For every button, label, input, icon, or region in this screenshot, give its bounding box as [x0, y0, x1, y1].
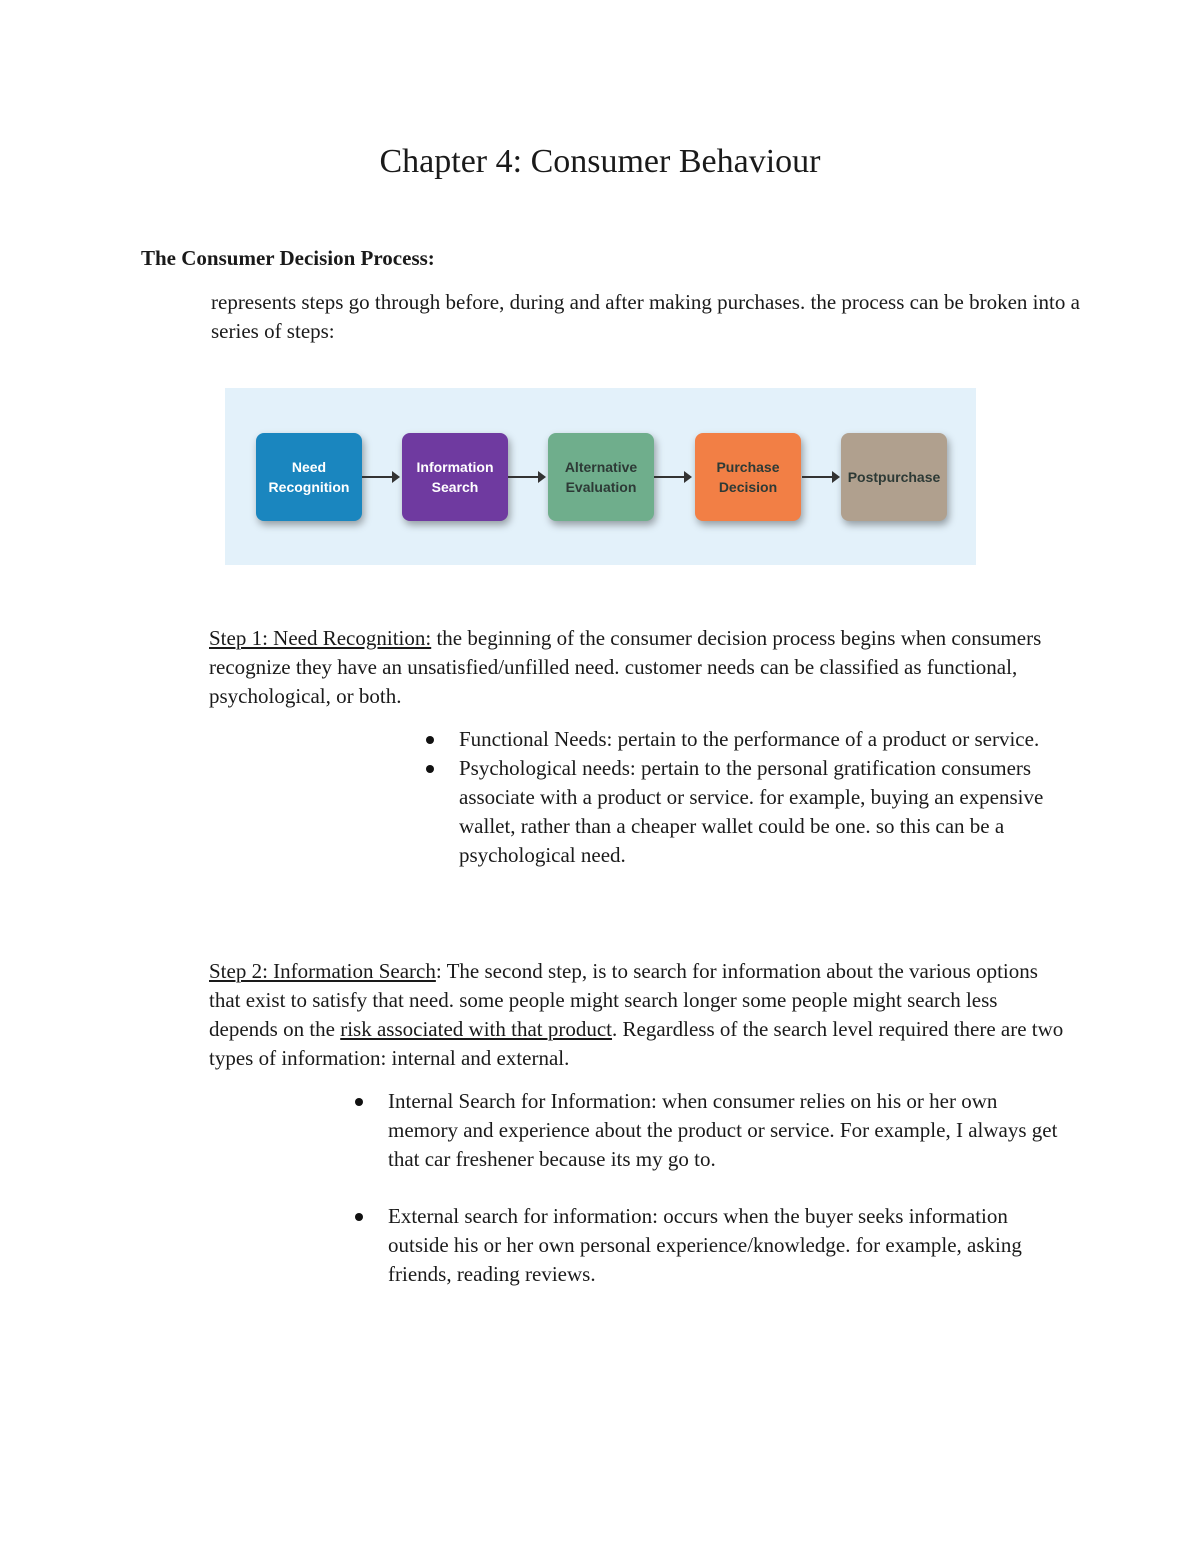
bullet-text: Internal Search for Information: when consumer relies on his or her own memory and experience about the product or service. For example, I always get that car freshener because its my go to.: [388, 1089, 1058, 1171]
bullet-icon: [426, 736, 434, 744]
step1-paragraph: [209, 624, 1069, 711]
arrow-icon: [508, 476, 544, 478]
arrow-icon: [802, 476, 838, 478]
section-heading: The Consumer Decision Process:: [141, 246, 435, 270]
bullet-text: Functional Needs: pertain to the performance of a product or service.: [459, 727, 1040, 751]
list-item: [388, 1087, 1068, 1174]
bullet-icon: [355, 1213, 363, 1221]
bullet-text: Psychological needs: pertain to the personal gratification consumers associate with a product or service. for example, buying an expensive wallet, rather than a cheaper wallet could be one. so this can be a psychological need.: [459, 756, 1044, 867]
step1-heading: Step 1: Need Recognition:: [209, 626, 432, 650]
step2-bullet-list: [388, 1087, 1068, 1289]
step-box-information-search: Information Search: [402, 433, 508, 521]
intro-paragraph: represents steps go through before, during and after making purchases. the process can be broken into a series of steps:: [211, 290, 1080, 343]
decision-process-diagram: [225, 388, 976, 565]
step2-text-a: : The second step, is to search for information about the various options that exist to satisfy that need. some people might search longer some people might search less depends on the: [209, 959, 1038, 1041]
bullet-icon: [355, 1098, 363, 1106]
arrow-icon: [362, 476, 398, 478]
step1-bullet-list: [459, 725, 1059, 870]
step-box-alternative-evaluation: Alternative Evaluation: [548, 433, 654, 521]
list-item: [459, 754, 1059, 870]
step1-text: the beginning of the consumer decision process begins when consumers recognize they have an unsatisfied/unfilled need. customer needs can be classified as functional, psychological, or both.: [209, 626, 1042, 708]
bullet-text: External search for information: occurs when the buyer seeks information outside his or her own personal experience/knowledge. for example, asking friends, reading reviews.: [388, 1204, 1022, 1286]
arrow-icon: [654, 476, 690, 478]
step-box-purchase-decision: Purchase Decision: [695, 433, 801, 521]
step-box-postpurchase: Postpurchase: [841, 433, 947, 521]
page-title: Chapter 4: Consumer Behaviour: [379, 143, 821, 180]
bullet-icon: [426, 765, 434, 773]
step2-heading: Step 2: Information Search: [209, 959, 436, 983]
list-item: [459, 725, 1059, 754]
step2-paragraph: [209, 957, 1069, 1073]
step2-text-b: . Regardless of the search level required there are two types of information: internal and external.: [209, 1017, 1064, 1070]
step-box-need-recognition: Need Recognition: [256, 433, 362, 521]
list-item: [388, 1202, 1068, 1289]
step2-underlined-phrase: risk associated with that product: [340, 1017, 613, 1041]
